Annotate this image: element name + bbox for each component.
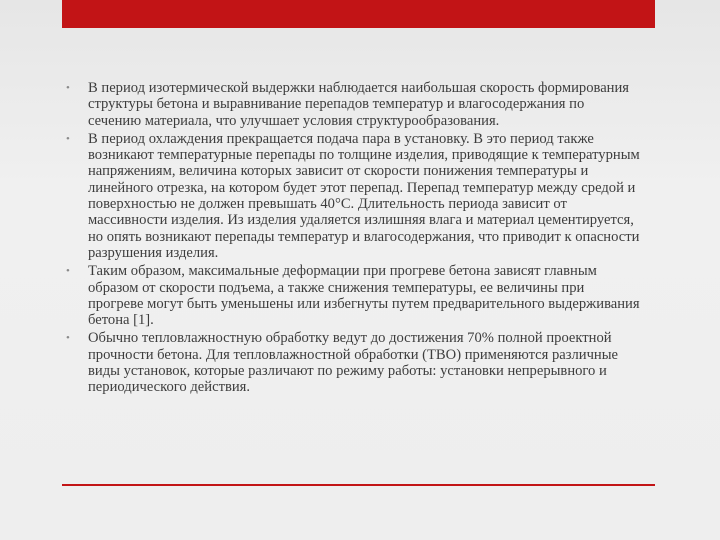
bullet-text: Таким образом, максимальные деформации при прогреве бетона зависят главным образом от скорости подъема, а также снижения температуры, ее величины при прогреве могут быть уменьшены или избегнуты путем предварительного выдерживания бетона [1]. bbox=[88, 263, 640, 329]
bullet-list bbox=[66, 80, 640, 396]
top-accent-band bbox=[62, 0, 655, 28]
bullet-item bbox=[66, 263, 640, 328]
bullet-text: В период изотермической выдержки наблюдается наибольшая скорость формирования структуры бетона и выравнивание перепадов температур и влагосодержания по сечению материала, что улучшает условия структурообразования. bbox=[88, 80, 630, 129]
bullet-dot-icon: • bbox=[66, 332, 70, 345]
bullet-text: В период охлаждения прекращается подача пара в установку. В это период также возникают температурные перепады по толщине изделия, приводящие к температурным напряжениям, величина которых зависит от скорости понижения температуры и линейного отрезка, на котором будет этот перепад. Перепад температур между средой и поверхностью не должен превышать 40°С. Длительность периода зависит от массивности изделия. Из изделия удаляется излишняя влага и материал цементируется, но опять возникают перепады температур и влагосодержания, что приводит к опасности разрушения изделия. bbox=[88, 130, 640, 261]
bullet-item bbox=[66, 330, 640, 395]
bullet-item bbox=[66, 131, 640, 261]
bullet-text: Обычно тепловлажностную обработку ведут до достижения 70% полной проектной прочности бетона. Для тепловлажностной обработки (ТВО) применяются различные виды установок, которые различают по режиму работы: установки непрерывного и периодического действия. bbox=[88, 330, 619, 396]
slide-body bbox=[66, 80, 640, 398]
bullet-dot-icon: • bbox=[66, 265, 70, 278]
bullet-dot-icon: • bbox=[66, 132, 70, 145]
bullet-dot-icon: • bbox=[66, 82, 70, 94]
bottom-accent-rule bbox=[62, 484, 655, 486]
bullet-item bbox=[66, 80, 640, 129]
